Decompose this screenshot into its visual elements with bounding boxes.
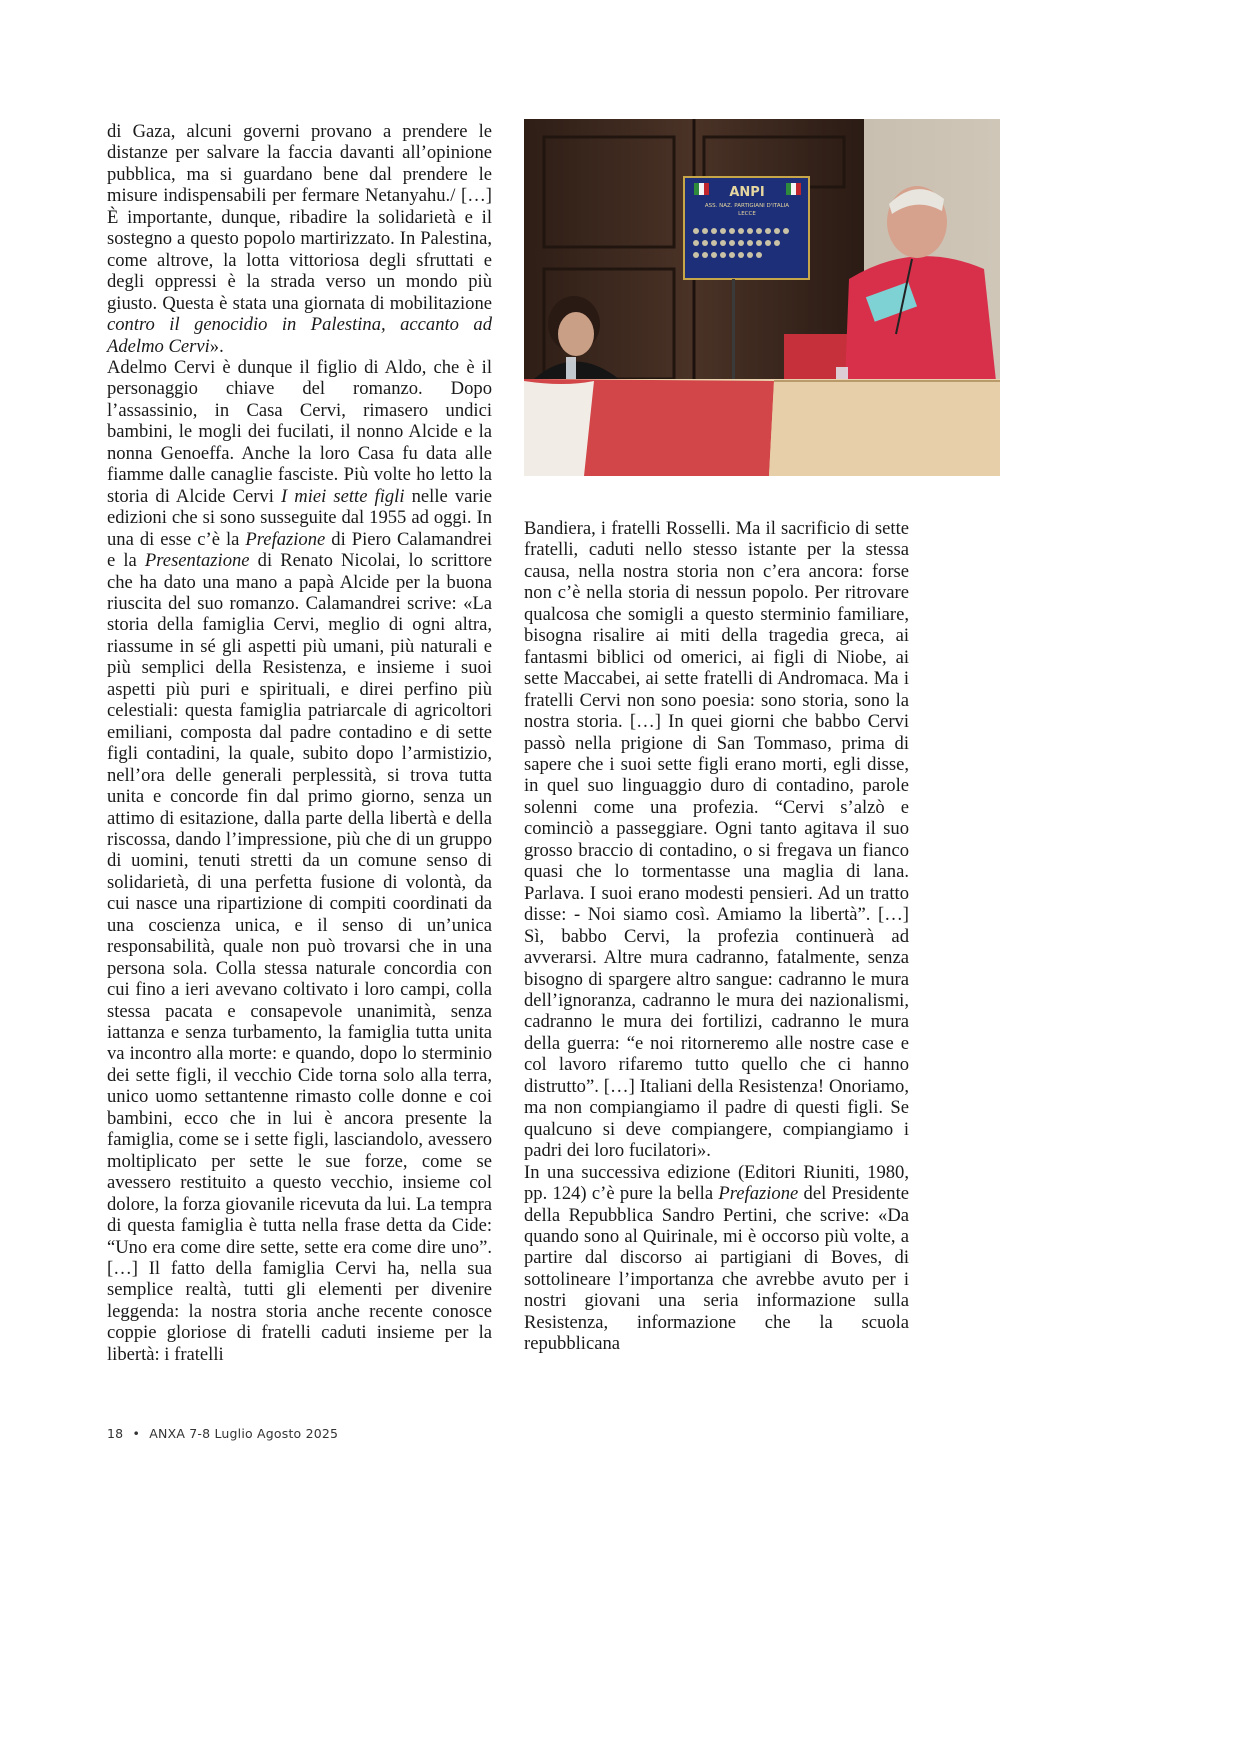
article-column-right: [524, 518, 909, 1355]
text-run: ».: [209, 335, 224, 357]
article-column-left: [107, 121, 492, 1365]
text-run: In una successiva edizione (Editori Riuniti, 1980, pp. 124) c’è pure la bella: [524, 1161, 909, 1205]
text-run: Bandiera, i fratelli Rosselli. Ma il sacrificio di sette fratelli, caduti nello stesso istante per la stessa causa, nella nostra storia non c’era ancora: forse non c’è nella storia di nessun popolo. Per ritrovare qualcosa che somigli a questo sterminio familiare, bisogna risalire ai miti della tragedia greca, ai fantasmi biblici od omerici, ai figli di Niobe, ai sette Maccabei, ai sette fratelli di Andromaca. Ma i fratelli Cervi non sono poesia: sono storia, sono la nostra storia. […] In quei giorni che babbo Cervi passò nella prigione di San Tommaso, prima di sapere che i suoi sette figli erano morti, egli disse, in quel suo linguaggio duro di contadino, parole solenni come una profezia. “Cervi s’alzò e cominciò a passeggiare. Ogni tanto agitava il suo grosso braccio di contadino, o si fregava un fianco quasi che lo tormentasse una maglia di lana. Parlava. I suoi erano modesti pensieri. Ad un tratto disse: - Noi siamo così. Amiamo la libertà”. […] Sì, babbo Cervi, la profezia continuerà ad avverarsi. Altre mura cadranno, fatalmente, senza bisogno di spargere altro sangue: cadranno le mura dell’ignoranza, cadranno le mura dei nazionalismi, cadranno le mura dei fortilizi, cadranno le mura della guerra: “e noi ritorneremo alle nostre case e col lavoro rifaremo tutto quello che ci hanno distrutto”. […] Italiani della Resistenza! Onoriamo, ma non compiangiamo il padre di questi figli. Se qualcuno si deve compiangere, compiangiamo i padri dei loro fucilatori».: [524, 518, 909, 1162]
banner-title: ANPI: [729, 185, 765, 200]
publication-info: ANXA 7-8 Luglio Agosto 2025: [149, 1426, 339, 1441]
italic-text: contro il genocidio in Palestina, accanto ad Adelmo Cervi: [107, 314, 492, 357]
text-run: di Gaza, alcuni governi provano a prendere le distanze per salvare la faccia davanti all’opinione pubblica, ma si guardano bene dal prendere le misure indispensabili per fermare Netanyahu./ […] È importante, dunque, ribadire la solidarietà e il sostegno a questo popolo martirizzato. In Palestina, come altrove, la lotta vittoriosa degli sfruttati e degli oppressi è la strada verso un mondo più giusto. Questa è stata una giornata di mobilitazione: [107, 121, 492, 314]
italic-text: I miei sette figli: [281, 485, 405, 507]
italic-text: Prefazione: [718, 1183, 799, 1205]
banner-subtitle: ASS. NAZ. PARTIGIANI D'ITALIA: [704, 203, 790, 209]
text-run: di Renato Nicolai, lo scrittore che ha dato una mano a papà Alcide per la buona riuscita del suo romanzo. Calamandrei scrive: «La storia della famiglia Cervi, meglio di ogni altra, riassume in sé gli aspetti più umani, più naturali e più semplici della Resistenza, e insieme i suoi aspetti più puri e spirituali, e direi perfino più celestiali: questa famiglia patriarcale di agricoltori emiliani, composta dal padre contadino e di sette figli contadini, la quale, subito dopo l’armistizio, nell’ora delle generali perplessità, si trova tutta unita e concorde fin dal primo giorno, senza un attimo di esitazione, dalla parte della libertà e della riscossa, dando l’impressione, più che di un gruppo di uomini, tenuti stretti da un comune senso di solidarietà, di una perfetta fusione di volontà, da cui nasce una ripartizione di compiti coordinati da una coscienza unica, e il senso di un’unica responsabilità, quale non può trovarsi che in una persona sola. Colla stessa naturale concordia con cui fino a ieri avevano coltivato i loro campi, colla stessa pacata e consapevole unanimità, senza iattanza e senza turbamento, la famiglia tutta unita va incontro alla morte: e quando, dopo lo sterminio dei sette figli, il vecchio Cide torna solo alla terra, unico uomo settantenne rimasto colle donne e coi bambini, ecco che in lui è ancora presente la famiglia, come se i sette figli, lasciandolo, avessero moltiplicato per sette le sue forze, come se avessero restituito a questo vecchio, insieme col dolore, la forza giovanile ricevuta da lui. La tempra di questa famiglia è tutta nella frase detta da Cide: “Uno era come dire sette, sette era come dire uno”. […] Il fatto della famiglia Cervi ha, nella sua semplice realtà, tutti gli elementi per divenire leggenda: la nostra storia anche recente conosce coppie gloriose di fratelli caduti insieme per la libertà: i fratelli: [107, 550, 493, 1365]
italic-text: Prefazione: [245, 528, 326, 550]
paragraph: [524, 1162, 909, 1355]
text-run: Adelmo Cervi è dunque il figlio di Aldo, che è il personaggio chiave del romanzo. Dopo l’assassinio, in Casa Cervi, rimasero undici bambini, le mogli dei fucilati, il nonno Alcide e la nonna Genoeffa. Anche la loro Casa fu data alle fiamme dalle canaglie fasciste. Più volte ho letto la storia di Alcide Cervi: [107, 356, 492, 507]
paragraph: [107, 121, 492, 357]
italic-text: Presentazione: [144, 550, 250, 572]
page-footer: [107, 1426, 338, 1441]
paragraph: [524, 518, 909, 1162]
text-run: del Presidente della Repubblica Sandro Pertini, che scrive: «Da quando sono al Quirinale, mi è occorso più volte, a partire dal discorso ai partigiani di Boves, di sottolineare l’importanza che avrebbe avuto per i nostri giovani una seria informazione sulla Resistenza, informazione che la scuola repubblicana: [524, 1183, 910, 1355]
paragraph: [107, 357, 492, 1365]
banner-city: LECCE: [738, 211, 756, 217]
text-run: di Piero Calamandrei e la: [107, 528, 492, 572]
footer-bullet: •: [132, 1426, 141, 1441]
event-photo: [524, 119, 1000, 476]
text-run: nelle varie edizioni che si sono susseguite dal 1955 ad oggi. In una di esse c’è la: [107, 485, 493, 550]
page-number: 18: [107, 1426, 124, 1441]
